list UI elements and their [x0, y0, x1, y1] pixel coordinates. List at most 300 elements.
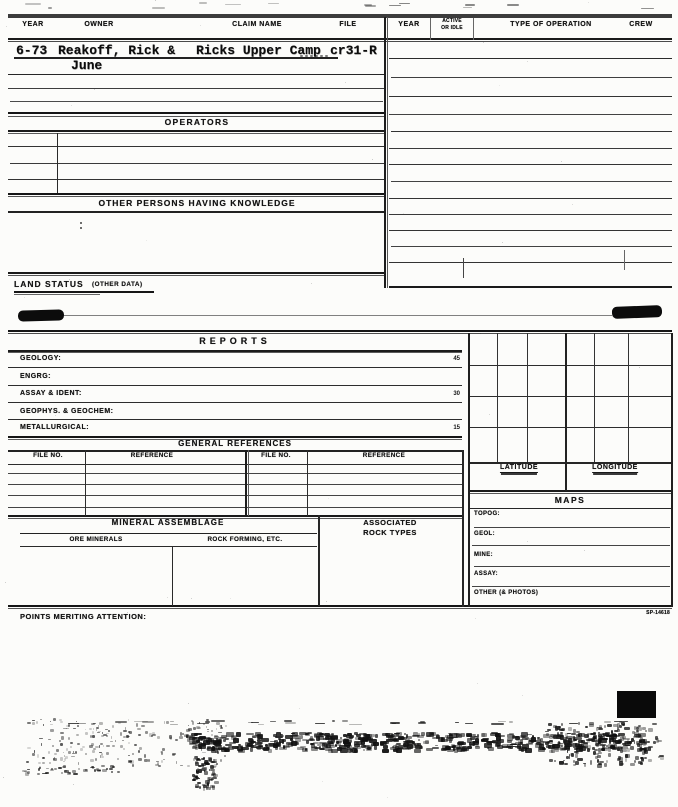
scan-noise-speck — [100, 743, 103, 745]
scan-noise-speck — [644, 750, 648, 754]
scan-noise-speck — [387, 797, 388, 798]
scan-noise-speck — [311, 283, 312, 284]
scan-noise-speck — [200, 737, 206, 739]
scan-noise-speck — [195, 747, 198, 750]
rule-line — [8, 333, 672, 334]
scan-noise-speck — [123, 748, 126, 751]
scan-noise-speck — [60, 743, 63, 745]
scan-noise-speck — [106, 735, 108, 737]
rule-line — [671, 333, 673, 607]
scan-noise-speck — [279, 739, 285, 743]
scan-noise-speck — [647, 741, 650, 743]
field-year-value: 6-73 — [16, 43, 48, 58]
scan-noise-speck — [225, 4, 240, 6]
rule-line — [10, 101, 383, 102]
scan-noise-speck — [216, 728, 217, 729]
scan-noise-speck — [220, 759, 222, 762]
scan-noise-speck — [319, 742, 327, 744]
scan-noise-speck — [111, 736, 112, 739]
rule-line — [472, 545, 670, 546]
scan-noise-speck — [593, 735, 597, 738]
scan-noise-speck — [132, 764, 134, 767]
scan-noise-speck — [73, 773, 78, 775]
mineral-col-ore-minerals: ORE MINERALS — [69, 536, 123, 543]
scan-noise-speck — [456, 733, 461, 736]
scan-noise-speck — [72, 770, 76, 772]
scan-noise-speck — [559, 729, 564, 731]
scan-noise-speck — [390, 722, 400, 724]
scan-noise-speck — [32, 722, 34, 725]
scan-noise-speck — [541, 741, 545, 744]
scan-noise-speck — [149, 733, 152, 736]
rule-line — [389, 114, 672, 115]
rule-line — [468, 333, 470, 607]
rule-line — [8, 130, 385, 132]
scan-noise-speck — [284, 720, 292, 722]
associated-rock-types-line2: ROCK TYPES — [363, 528, 417, 537]
scan-noise-speck — [549, 740, 552, 743]
scan-noise-speck — [66, 728, 69, 729]
scan-noise-speck — [548, 723, 552, 726]
col-header-claim-name: CLAIM NAME — [232, 21, 282, 28]
scan-noise-speck — [208, 757, 212, 761]
scan-noise-speck — [483, 42, 484, 43]
scan-noise-speck — [627, 739, 629, 742]
rule-line — [8, 14, 672, 18]
scan-noise-speck — [76, 734, 79, 736]
scan-noise-speck — [328, 743, 334, 746]
scan-noise-speck — [636, 727, 638, 730]
scan-noise-speck — [211, 730, 213, 731]
scan-noise-speck — [515, 746, 521, 748]
rule-line — [430, 18, 431, 40]
grid-tick-30: 30 — [453, 391, 460, 397]
scan-noise-speck — [117, 758, 119, 760]
scan-noise-speck — [455, 722, 458, 724]
scan-noise-speck — [498, 721, 506, 723]
scan-noise-speck — [407, 744, 413, 749]
scan-noise-speck — [549, 759, 554, 762]
scan-noise-speck — [554, 760, 557, 762]
scan-noise-speck — [49, 762, 50, 765]
scan-noise-speck — [122, 740, 124, 742]
scan-noise-speck — [597, 764, 602, 768]
scan-noise-speck — [217, 748, 220, 751]
scan-noise-speck — [637, 736, 640, 738]
scan-noise-speck — [607, 724, 612, 727]
scan-noise-speck — [172, 754, 175, 756]
scan-noise-speck — [389, 5, 401, 7]
scan-noise-speck — [27, 722, 31, 724]
scan-noise-speck — [192, 774, 195, 777]
scan-noise-speck — [280, 734, 282, 736]
scan-noise-speck — [285, 722, 296, 724]
scan-noise-speck — [573, 760, 575, 763]
scan-noise-speck — [56, 749, 60, 751]
scan-noise-speck — [605, 732, 610, 736]
scan-noise-speck — [71, 105, 72, 106]
scan-noise-speck — [652, 723, 657, 725]
scan-noise-speck — [42, 757, 45, 760]
rule-line — [8, 88, 385, 89]
scan-noise-speck — [209, 769, 211, 771]
rule-line — [307, 450, 308, 516]
rule-line — [8, 41, 672, 42]
rule-line — [8, 193, 385, 195]
scan-noise-speck — [203, 723, 204, 725]
scan-noise-speck — [201, 758, 204, 760]
scan-noise-speck — [456, 747, 461, 749]
scan-noise-speck — [460, 733, 464, 737]
scan-noise-speck — [453, 737, 458, 739]
rule-line — [8, 402, 462, 403]
scan-noise-speck — [5, 582, 6, 583]
scan-noise-speck — [207, 731, 208, 732]
scan-noise-speck — [68, 751, 72, 754]
scan-noise-speck — [449, 734, 453, 736]
scan-noise-speck — [551, 749, 554, 753]
scan-noise-speck — [642, 727, 646, 730]
scan-noise-speck — [331, 749, 338, 754]
scan-noise-speck — [560, 732, 563, 734]
scan-noise-speck — [365, 5, 376, 7]
rule-line — [8, 352, 462, 353]
scan-noise-speck — [99, 745, 100, 748]
rule-line — [527, 333, 528, 462]
scan-noise-speck — [215, 746, 217, 749]
rule-line — [391, 246, 672, 247]
scan-noise-speck — [48, 7, 52, 9]
scan-noise-speck — [78, 768, 81, 770]
scan-noise-speck — [527, 541, 528, 542]
longitude-label: LONGITUDE — [592, 464, 638, 471]
scan-noise-speck — [399, 737, 406, 740]
scan-noise-speck — [73, 784, 74, 785]
card-edge-mark-right — [612, 305, 662, 319]
scan-noise-speck — [41, 743, 42, 745]
scan-noise-speck — [230, 598, 231, 599]
scan-noise-speck — [393, 749, 398, 752]
scan-noise-speck — [596, 727, 598, 731]
scan-noise-speck — [201, 763, 206, 765]
scan-noise-speck — [465, 723, 472, 725]
scan-noise-speck — [136, 723, 139, 726]
scan-noise-speck — [142, 721, 155, 723]
scan-noise-speck — [152, 7, 164, 9]
scan-noise-speck — [53, 758, 54, 760]
scan-noise-speck — [77, 725, 80, 727]
scan-noise-speck — [258, 735, 262, 739]
scan-noise-speck — [414, 749, 421, 754]
scan-noise-speck — [137, 728, 140, 730]
scan-noise-speck — [461, 748, 469, 751]
scan-noise-speck — [522, 737, 529, 740]
scan-noise-speck — [507, 738, 513, 740]
mineral-assemblage-title: MINERAL ASSEMBLAGE — [111, 518, 225, 527]
scan-noise-speck — [139, 747, 142, 750]
scan-noise-speck — [632, 731, 634, 734]
scan-noise-speck — [218, 732, 222, 733]
scan-noise-speck — [516, 738, 521, 740]
scan-noise-speck — [118, 722, 122, 724]
scan-noise-speck — [130, 760, 133, 763]
scan-noise-speck — [138, 734, 141, 736]
scan-noise-speck — [316, 736, 321, 741]
report-row-geology: GEOLOGY: — [20, 355, 62, 362]
scan-noise-speck — [85, 753, 87, 756]
rule-line — [389, 148, 672, 149]
scan-noise-speck — [364, 734, 370, 737]
operators-section-title: OPERATORS — [164, 117, 230, 127]
scan-noise-speck — [354, 749, 358, 753]
scan-noise-speck — [557, 742, 561, 746]
scan-noise-speck — [342, 720, 349, 722]
rule-line — [8, 515, 462, 517]
scan-noise-speck — [233, 738, 239, 743]
scan-noise-speck — [52, 745, 54, 747]
rule-line — [85, 450, 86, 516]
ref-col-header-reference-2: REFERENCE — [362, 452, 406, 459]
scan-noise-speck — [311, 747, 318, 750]
rule-line — [8, 495, 462, 496]
scan-noise-speck — [95, 758, 97, 761]
scan-noise-speck — [315, 723, 325, 725]
scan-noise-speck — [471, 736, 477, 738]
scan-noise-speck — [38, 762, 41, 764]
scan-noise-speck — [363, 749, 365, 752]
rule-line — [20, 546, 317, 547]
scan-noise-speck — [202, 752, 206, 754]
scan-noise-speck — [584, 550, 585, 551]
scan-noise-speck — [215, 750, 216, 753]
scan-noise-speck — [599, 761, 604, 763]
scan-noise-speck — [191, 598, 192, 599]
scan-noise-speck — [648, 759, 653, 762]
scan-noise-speck — [308, 739, 315, 741]
scan-noise-speck — [170, 724, 178, 726]
scan-noise-speck — [648, 728, 653, 731]
scan-noise-speck — [415, 745, 422, 749]
scan-noise-speck — [128, 719, 129, 721]
scan-noise-speck — [73, 751, 74, 752]
scan-noise-speck — [212, 786, 215, 790]
rule-line — [468, 365, 671, 366]
scan-noise-speck — [63, 765, 66, 767]
scan-noise-speck — [50, 724, 53, 725]
scan-noise-speck — [529, 738, 534, 741]
scan-noise-speck — [383, 741, 389, 744]
col-header-active-line1: ACTIVE — [442, 18, 462, 24]
scan-noise-speck — [322, 781, 323, 782]
scan-noise-speck — [627, 748, 630, 752]
scan-noise-speck — [659, 755, 664, 757]
scan-noise-speck — [38, 768, 40, 771]
rule-line — [8, 196, 385, 197]
scan-noise-speck — [573, 764, 576, 766]
scan-noise-speck — [161, 760, 163, 763]
maps-row-assay: ASSAY: — [474, 571, 499, 577]
scan-noise-speck — [138, 750, 141, 753]
scan-noise-speck — [477, 683, 478, 684]
scan-noise-speck — [162, 748, 166, 751]
scan-noise-speck — [542, 747, 545, 750]
scan-noise-speck — [328, 498, 329, 499]
scan-noise-speck — [39, 738, 43, 740]
scan-noise-speck — [274, 740, 277, 744]
scan-noise-speck — [166, 721, 169, 724]
field-file-value: cr31-R — [330, 43, 377, 58]
associated-rock-types-line1: ASSOCIATED — [363, 518, 417, 527]
rule-line — [14, 291, 154, 293]
rule-line — [318, 515, 320, 606]
scan-noise-speck — [644, 757, 646, 760]
scan-noise-speck — [92, 750, 95, 753]
scan-noise-speck — [89, 728, 92, 731]
scan-noise-speck — [220, 725, 222, 726]
scan-noise-speck — [42, 762, 45, 764]
scan-noise-speck — [213, 759, 217, 761]
rule-line — [64, 315, 612, 316]
scan-noise-speck — [64, 770, 68, 773]
scan-noise-speck — [68, 724, 70, 727]
scan-noise-speck — [225, 744, 232, 746]
scan-noise-speck — [567, 750, 569, 753]
scan-noise-speck — [184, 734, 187, 736]
scan-noise-speck — [101, 765, 104, 767]
scan-noise-speck — [347, 733, 352, 736]
scan-noise-speck — [555, 726, 557, 728]
scan-noise-speck — [429, 732, 436, 736]
scan-noise-speck — [261, 738, 269, 742]
ref-col-header-reference-1: REFERENCE — [130, 452, 174, 459]
scan-noise-speck — [98, 731, 101, 732]
general-references-title: GENERAL REFERENCES — [178, 439, 292, 448]
scan-noise-speck — [210, 765, 214, 769]
scan-noise-speck — [109, 768, 113, 770]
scan-noise-speck — [571, 753, 574, 756]
scan-noise-speck — [92, 735, 95, 738]
scan-noise-speck — [103, 745, 104, 748]
rule-line — [389, 286, 672, 288]
scan-noise-speck — [192, 721, 194, 724]
scan-noise-speck — [204, 771, 208, 774]
scan-noise-speck — [111, 771, 114, 773]
rule-line — [172, 546, 173, 606]
scan-noise-speck — [257, 739, 262, 742]
scan-noise-speck — [148, 759, 150, 762]
scan-noise-speck — [207, 729, 209, 730]
scan-noise-speck — [320, 748, 325, 750]
scan-noise-speck — [635, 756, 639, 760]
rule-line — [8, 464, 462, 465]
scan-noise-speck — [617, 723, 620, 725]
report-row-engrg: ENGRG: — [20, 373, 51, 380]
scan-noise-speck — [639, 367, 640, 368]
rule-line — [468, 490, 672, 492]
scan-noise-speck — [89, 745, 93, 748]
scan-noise-speck — [641, 757, 644, 761]
maps-row-other-photos: OTHER (& PHOTOS) — [474, 590, 539, 596]
rule-line — [391, 77, 672, 78]
scan-noise-speck — [349, 724, 362, 726]
reports-section-title: REPORTS — [199, 336, 271, 346]
scan-noise-speck — [270, 721, 276, 723]
scan-noise-speck — [345, 82, 346, 83]
scan-noise-speck — [117, 771, 119, 773]
rule-line — [8, 484, 462, 485]
scan-noise-speck — [55, 415, 56, 416]
scan-noise-speck — [158, 765, 161, 767]
scan-noise-speck — [210, 761, 213, 763]
scan-noise-speck — [602, 733, 604, 735]
rule-line — [8, 605, 672, 607]
scan-noise-speck — [101, 756, 104, 758]
scan-noise-speck — [592, 747, 595, 750]
scan-noise-speck — [208, 737, 211, 740]
scan-noise-speck — [446, 737, 453, 741]
scan-noise-speck — [115, 740, 116, 743]
scan-noise-speck — [575, 761, 579, 765]
rule-line — [8, 507, 462, 508]
scan-noise-speck — [331, 733, 334, 735]
scan-noise-speck — [299, 708, 300, 709]
scan-noise-speck — [417, 735, 424, 738]
scan-noise-speck — [199, 786, 201, 789]
scan-noise-speck — [442, 745, 449, 750]
scan-noise-speck — [560, 735, 564, 739]
scan-noise-speck — [195, 762, 198, 766]
scan-noise-speck — [481, 739, 485, 741]
scan-noise-speck — [604, 721, 611, 723]
scan-noise-speck — [619, 725, 622, 727]
scan-noise-speck — [608, 753, 611, 757]
scan-noise-speck — [101, 735, 104, 737]
scan-noise-speck — [453, 748, 455, 751]
rule-line — [14, 294, 100, 295]
scan-noise-speck — [573, 729, 576, 733]
scan-noise-speck — [486, 741, 493, 743]
rule-line — [8, 473, 462, 474]
scan-noise-speck — [507, 4, 519, 6]
rule-line — [391, 181, 672, 182]
scan-noise-speck — [491, 723, 504, 725]
scan-noise-speck — [24, 297, 25, 298]
scan-noise-speck — [54, 768, 57, 770]
rule-line — [8, 608, 672, 609]
rule-line — [8, 272, 385, 274]
scan-noise-speck — [94, 89, 95, 90]
scan-noise-speck — [80, 227, 82, 229]
scan-noise-speck — [313, 742, 320, 744]
scan-noise-speck — [188, 703, 189, 704]
scan-noise-speck — [604, 725, 606, 728]
scan-noise-speck — [36, 721, 39, 724]
grid-tick-15: 15 — [453, 425, 460, 431]
scan-noise-speck — [54, 753, 57, 755]
scan-noise-speck — [482, 733, 485, 737]
scan-noise-speck — [170, 737, 172, 740]
scan-noise-speck — [572, 204, 573, 205]
scan-noise-speck — [425, 740, 429, 744]
scan-noise-speck — [175, 739, 178, 741]
scan-noise-speck — [155, 0, 156, 1]
scan-noise-speck — [71, 756, 74, 757]
scan-noise-speck — [426, 748, 434, 750]
scan-noise-speck — [224, 755, 226, 757]
scan-noise-speck — [257, 747, 261, 750]
scan-noise-speck — [90, 759, 93, 761]
scan-noise-speck — [578, 734, 580, 737]
